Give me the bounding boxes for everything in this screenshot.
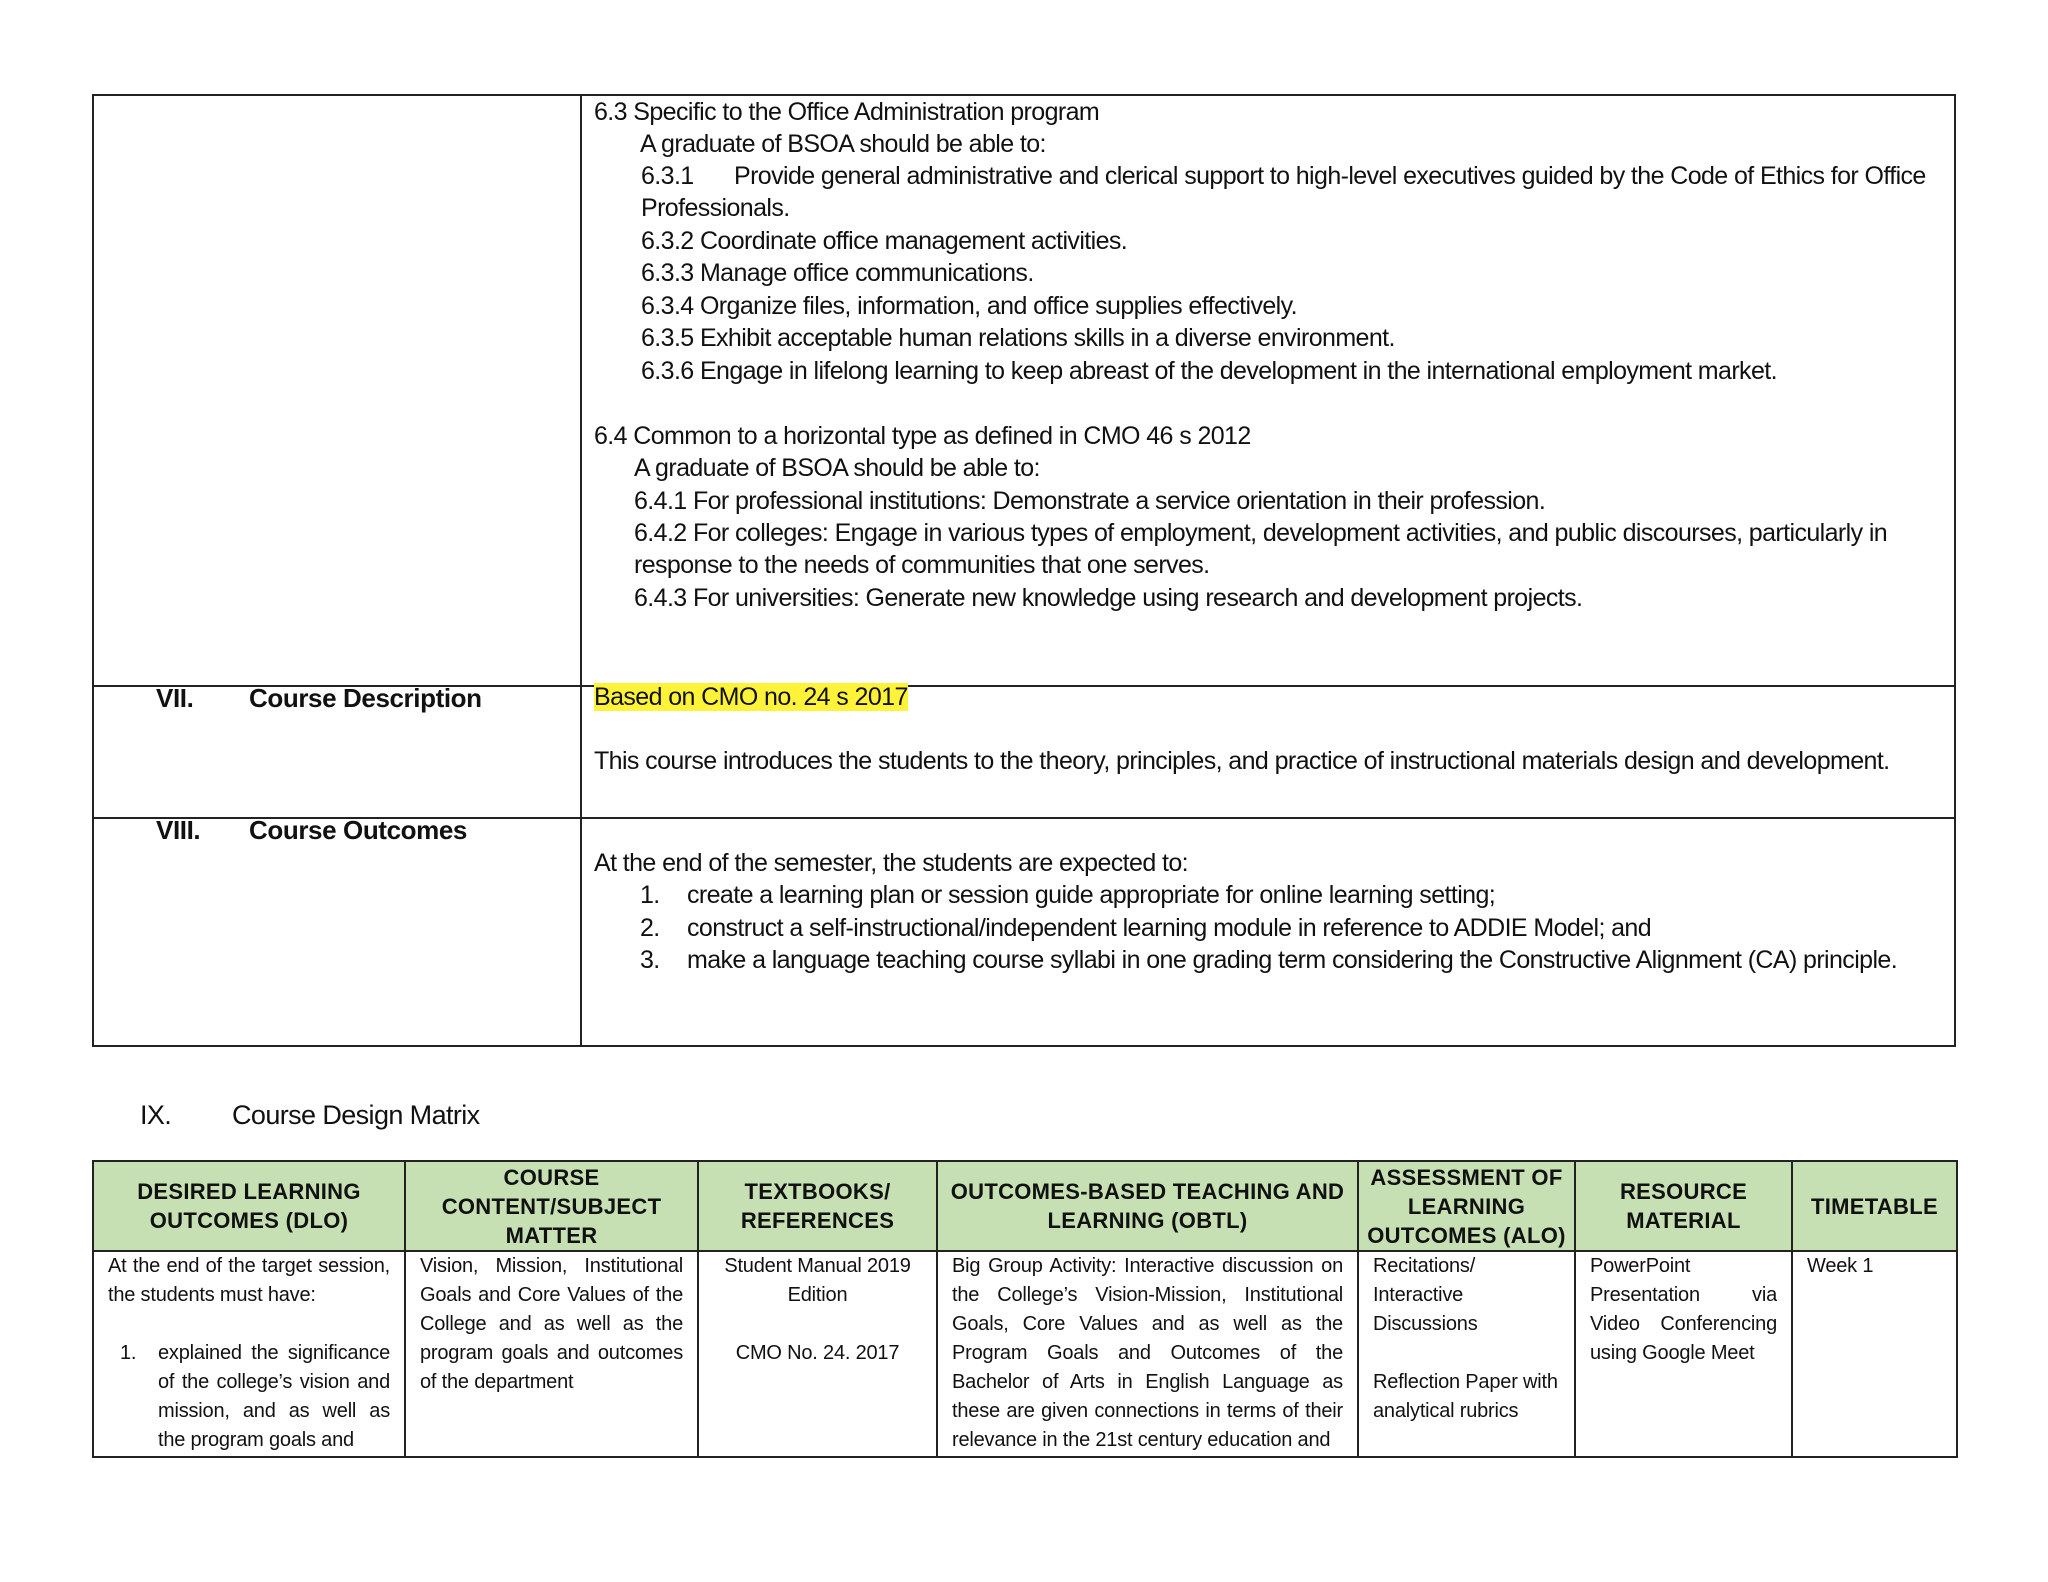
outcome-2: construct a self-instructional/independent learning module in reference to ADDIE Model; and: [687, 914, 1652, 942]
column-divider: [580, 96, 582, 1045]
item-6-4-3: 6.4.3 For universities: Generate new knowledge using research and development projects.: [634, 584, 1583, 612]
outcome-3: make a language teaching course syllabi in one grading term considering the Constructive Alignment (CA) principle.: [687, 946, 1898, 974]
item-6-3-6: 6.3.6 Engage in lifelong learning to keep abreast of the development in the international employment market.: [641, 357, 1777, 385]
item-6-4-2-continued: response to the needs of communities that one serves.: [634, 551, 1210, 579]
timetable-text: Week 1: [1807, 1255, 1874, 1277]
dlo-intro: At the end of the target session, the students must have:: [108, 1255, 390, 1306]
outcome-1: create a learning plan or session guide appropriate for online learning setting;: [687, 881, 1496, 909]
header-resource-material: RESOURCE MATERIAL: [1575, 1161, 1792, 1251]
header-dlo: DESIRED LEARNING OUTCOMES (DLO): [93, 1161, 405, 1251]
item-6-4-1: 6.4.1 For professional institutions: Demonstrate a service orientation in their profession.: [634, 487, 1546, 515]
section-label: Course Design Matrix: [232, 1100, 480, 1130]
resource-text: PowerPoint Presentation via Video Conferencing using Google Meet: [1590, 1255, 1777, 1364]
item-6-3-2: 6.3.2 Coordinate office management activities.: [641, 227, 1128, 255]
alo-reflection-paper: Reflection Paper with analytical rubrics: [1373, 1371, 1558, 1422]
header-course-content: COURSE CONTENT/SUBJECT MATTER: [405, 1161, 698, 1251]
outcome-1-number: 1.: [640, 881, 660, 909]
course-design-matrix: [92, 1160, 1958, 1458]
dlo-item: [108, 1339, 390, 1455]
header-timetable: TIMETABLE: [1792, 1161, 1957, 1251]
section-6-3-heading: 6.3 Specific to the Office Administration program: [594, 98, 1100, 126]
timetable-cell: [1792, 1251, 1957, 1457]
item-6-3-5: 6.3.5 Exhibit acceptable human relations skills in a diverse environment.: [641, 324, 1395, 352]
program-outcomes-table: [92, 94, 1956, 1047]
outcome-2-number: 2.: [640, 914, 660, 942]
header-obtl: OUTCOMES-BASED TEACHING AND LEARNING (OBTL): [937, 1161, 1358, 1251]
header-alo: ASSESSMENT OF LEARNING OUTCOMES (ALO): [1358, 1161, 1575, 1251]
course-description-label: Course Description: [249, 683, 482, 713]
textbook-reference: Student Manual 2019 Edition: [724, 1255, 911, 1306]
dlo-cell: [93, 1251, 405, 1457]
resource-cell: [1575, 1251, 1792, 1457]
matrix-header-row: [93, 1161, 1957, 1251]
course-description-text: This course introduces the students to the theory, principles, and practice of instructional materials design and development.: [594, 747, 1890, 775]
course-outcomes-label: Course Outcomes: [249, 815, 467, 845]
item-6-3-3: 6.3.3 Manage office communications.: [641, 259, 1034, 287]
item-6-4-2: 6.4.2 For colleges: Engage in various types of employment, development activities, and public discourses, particularly in: [634, 519, 1888, 547]
section-number: IX.: [140, 1100, 172, 1130]
course-outcomes-number: VIII.: [156, 815, 201, 845]
course-content-text: Vision, Mission, Institutional Goals and Core Values of the College and as well as the program goals and outcomes of the department: [420, 1255, 683, 1393]
course-description-basis: Based on CMO no. 24 s 2017: [594, 683, 908, 711]
item-6-3-1-continued: Professionals.: [641, 194, 790, 222]
table-row: [93, 1251, 1957, 1457]
section-6-4-intro: A graduate of BSOA should be able to:: [634, 454, 1040, 482]
course-content-cell: [405, 1251, 698, 1457]
obtl-cell: [937, 1251, 1358, 1457]
outcome-3-number: 3.: [640, 946, 660, 974]
item-6-3-1: Provide general administrative and clerical support to high-level executives guided by the Code of Ethics for Office: [734, 162, 1926, 190]
section-6-3-intro: A graduate of BSOA should be able to:: [640, 130, 1046, 158]
alo-recitations: Recitations/ Interactive Discussions: [1373, 1255, 1478, 1335]
section-6-4-heading: 6.4 Common to a horizontal type as defined in CMO 46 s 2012: [594, 422, 1251, 450]
cmo-reference: CMO No. 24. 2017: [735, 1342, 900, 1364]
course-outcomes-intro: At the end of the semester, the students are expected to:: [594, 849, 1188, 877]
item-6-3-4: 6.3.4 Organize files, information, and office supplies effectively.: [641, 292, 1298, 320]
item-6-3-1-number: 6.3.1: [641, 162, 694, 190]
textbooks-cell: [698, 1251, 937, 1457]
dlo-item-number: 1.: [120, 1342, 137, 1364]
course-design-matrix-title: [140, 1100, 480, 1131]
dlo-item-text: explained the significance of the college’s vision and mission, and as well as the program goals and: [158, 1342, 390, 1451]
course-description-number: VII.: [156, 683, 194, 713]
obtl-text: Big Group Activity: Interactive discussion on the College’s Vision-Mission, Institutional Goals, Core Values and as well as the Program Goals and Outcomes of the Bachelor of Arts in English Language as these are given connections in terms of their relevance in the 21st century education and: [952, 1255, 1343, 1451]
header-textbooks: TEXTBOOKS/ REFERENCES: [698, 1161, 937, 1251]
alo-cell: [1358, 1251, 1575, 1457]
